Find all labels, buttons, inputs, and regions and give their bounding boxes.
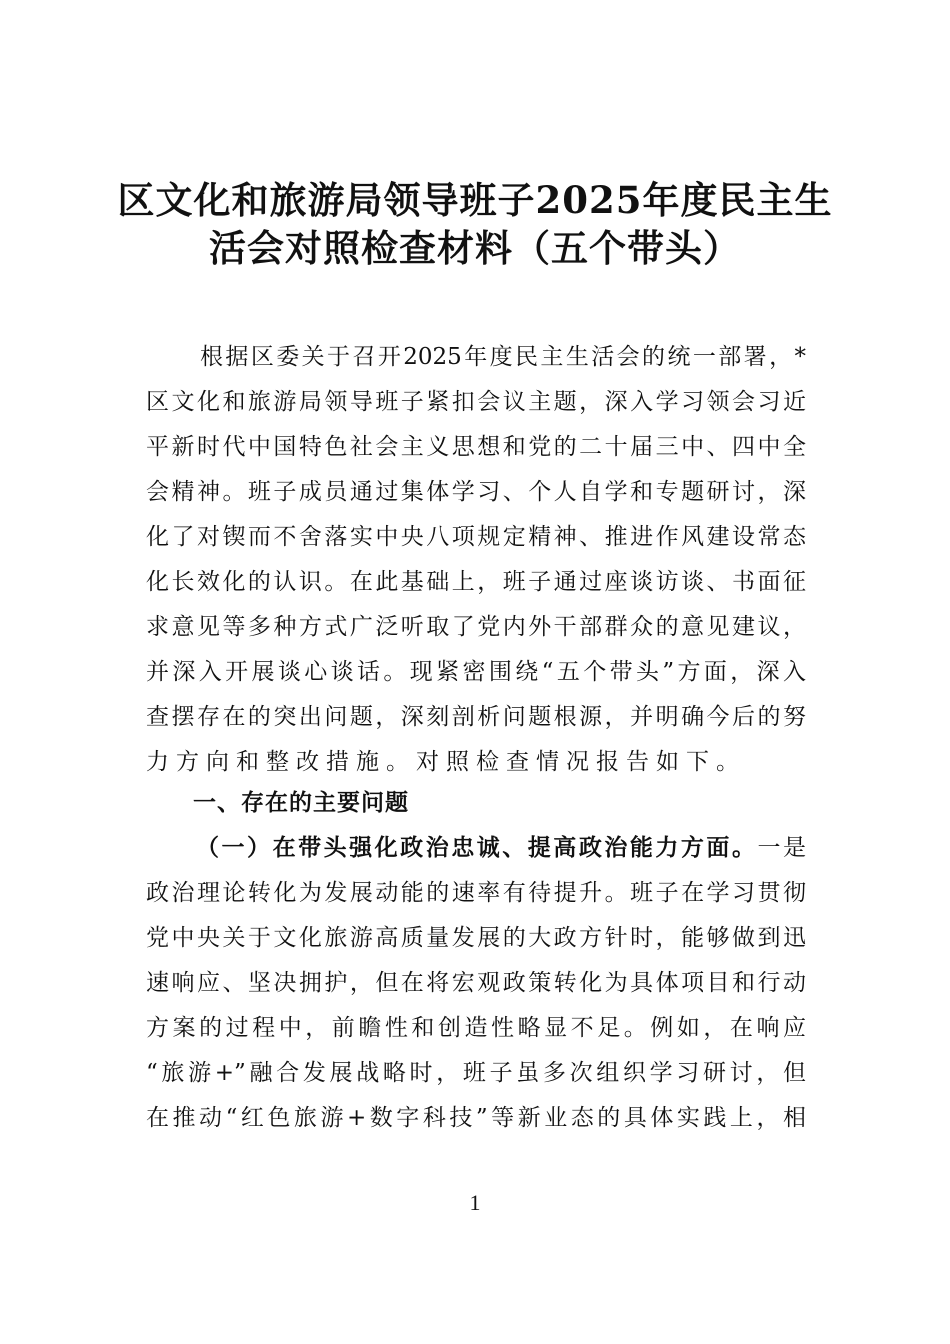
paragraph-line: 速响应、坚决拥护，但在将宏观政策转化为具体项目和行动 bbox=[146, 970, 806, 996]
paragraph-line: 求意见等多种方式广泛听取了党内外干部群众的意见建议， bbox=[146, 614, 806, 640]
paragraph-line: 会精神。班子成员通过集体学习、个人自学和专题研讨，深 bbox=[146, 479, 806, 505]
subsection-heading: （一）在带头强化政治忠诚、提高政治能力方面。 bbox=[196, 834, 758, 861]
document-title-line-1: 区文化和旅游局领导班子2025年度民主生 bbox=[117, 178, 833, 222]
paragraph-line: 并深入开展谈心谈话。现紧密围绕“五个带头”方面，深入 bbox=[146, 659, 806, 685]
paragraph-text: 一是 bbox=[757, 835, 807, 861]
page-number: 1 bbox=[469, 1190, 481, 1215]
paragraph-line: 力方向和整改措施。对照检查情况报告如下。 bbox=[146, 749, 746, 775]
paragraph-line: 查摆存在的突出问题，深刻剖析问题根源，并明确今后的努 bbox=[146, 704, 806, 730]
document-title-line-2: 活会对照检查材料（五个带头） bbox=[209, 226, 741, 270]
paragraph-line: 平新时代中国特色社会主义思想和党的二十届三中、四中全 bbox=[146, 434, 806, 460]
paragraph-line: 区文化和旅游局领导班子紧扣会议主题，深入学习领会习近 bbox=[146, 389, 806, 415]
paragraph-line: 方案的过程中，前瞻性和创造性略显不足。例如，在响应 bbox=[146, 1015, 806, 1041]
paragraph-line: 化长效化的认识。在此基础上，班子通过座谈访谈、书面征 bbox=[146, 569, 806, 595]
paragraph-line: 政治理论转化为发展动能的速率有待提升。班子在学习贯彻 bbox=[146, 880, 806, 906]
paragraph-line: 在推动“红色旅游+数字科技”等新业态的具体实践上，相 bbox=[146, 1105, 806, 1131]
paragraph-line: 根据区委关于召开2025年度民主生活会的统一部署，* bbox=[200, 344, 806, 370]
paragraph-line: “旅游+”融合发展战略时，班子虽多次组织学习研讨，但 bbox=[146, 1060, 806, 1086]
paragraph-line: 党中央关于文化旅游高质量发展的大政方针时，能够做到迅 bbox=[146, 925, 806, 951]
section-heading: 一、存在的主要问题 bbox=[193, 790, 409, 816]
paragraph-line: 化了对锲而不舍落实中央八项规定精神、推进作风建设常态 bbox=[146, 524, 806, 550]
paragraph-line bbox=[196, 833, 806, 863]
